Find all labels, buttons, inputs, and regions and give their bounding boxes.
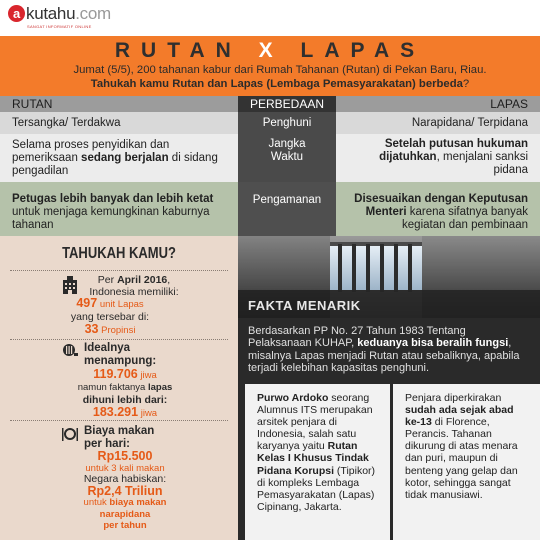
title-band — [0, 36, 540, 96]
cell-bars-icon — [62, 343, 78, 357]
stat1-num: 497 — [76, 296, 98, 310]
stat3-line7 — [55, 497, 195, 509]
row2-right-a: Setelah putusan hukuman dijatuhkan — [379, 138, 528, 163]
box-left-c: Rutan Kelas I Khusus Tindak Pidana Korupsi — [257, 440, 369, 477]
row3-right — [336, 182, 540, 236]
tahukah-title: TAHUKAH KAMU? — [62, 243, 176, 262]
box-right-c: di Florence, Perancis. Tahanan dikurung di atas menara dan puri, maupun di benteng yang gelap dan kotor, sehingga sangat tidak manusiawi. — [405, 416, 518, 501]
row2-left-b: sedang berjalan — [81, 152, 169, 164]
stat3-l7: untuk — [83, 497, 110, 508]
box-right-b: sudah ada sejak abad ke-13 — [405, 404, 514, 429]
stat2-num2-line — [55, 406, 195, 420]
stat1-line4: yang tersebar di: — [70, 311, 150, 323]
stat1-unit: unit Lapas — [97, 299, 144, 310]
stat1-line1 — [74, 274, 194, 286]
subtitle-line1: Jumat (5/5), 200 tahanan kabur dari Rumah Tahanan (Rutan) di Pekan Baru, Riau. — [73, 64, 487, 76]
subtitle-line2-wrap — [60, 78, 500, 92]
box-right-a: Penjara diperkirakan — [405, 392, 502, 404]
row1-left: Tersangka/ Terdakwa — [12, 117, 121, 129]
stat1-num2-line — [50, 323, 170, 337]
stat3-l1: Biaya makan — [84, 425, 155, 437]
stat2-l1: Idealnya — [84, 342, 131, 354]
row1-mid: Penghuni — [238, 112, 336, 134]
header-rutan: RUTAN — [12, 97, 53, 111]
stat3-values — [55, 451, 195, 532]
row1-right: Narapidana/ Terpidana — [411, 117, 528, 129]
logo-mark-icon: a — [8, 5, 25, 22]
row3-left-a: Petugas lebih banyak dan lebih ketat — [12, 193, 214, 205]
brand-tagline: SANGAT INFORMATIF ONLINE — [27, 24, 92, 29]
brand-logo[interactable] — [8, 4, 111, 24]
stat2-line5: dihuni lebih dari: — [82, 394, 168, 406]
stat2-num: 119.706 — [93, 367, 138, 381]
stat1-l1b: April 2016 — [117, 274, 168, 286]
stat1-num2: 33 — [84, 322, 99, 336]
tahukah-divider-2 — [10, 420, 228, 421]
table-row-pengamanan — [0, 182, 540, 236]
stat2-num2: 183.291 — [92, 405, 139, 419]
box-left-a: Purwo Ardoko — [257, 392, 329, 404]
stat2-unit2: jiwa — [138, 408, 158, 419]
box-left-d: (Tipikor) di kompleks Lembaga Pemasyarakatan (Lapas) Cipinang, Jakarta. — [257, 464, 376, 513]
subtitle-qmark: ? — [462, 77, 470, 90]
title-right: LAPAS — [300, 39, 426, 62]
stat3-l7b: biaya makan — [109, 497, 167, 508]
row3-right-a: Disesuaikan dengan Keputusan Menteri — [354, 193, 528, 218]
fakta-box-architect — [245, 384, 390, 540]
stat2-unit: jiwa — [137, 370, 157, 381]
row3-mid: Pengamanan — [238, 182, 336, 236]
row2-left — [0, 134, 238, 182]
stat3-line4: untuk 3 kali makan — [85, 462, 165, 474]
stat2-head — [84, 342, 164, 367]
stat1-num-line — [50, 297, 170, 311]
subtitle-line2: Tahukah kamu Rutan dan Lapas (Lembaga Pemasyarakatan) berbeda — [90, 77, 463, 90]
tahukah-divider-top — [10, 270, 228, 271]
fakta-box-history — [393, 384, 540, 540]
box-left-b: seorang Alumnus ITS merupakan arsitek penjara di Indonesia, salah satu karyanya yaitu — [257, 392, 373, 453]
logo-name: kutahu — [26, 4, 76, 23]
stat3-line5: Negara habiskan: — [83, 473, 167, 485]
logo-bar — [0, 0, 540, 36]
table-row-penghuni — [0, 112, 540, 134]
title-left: RUTAN — [114, 39, 242, 62]
fakta-title: FAKTA MENARIK — [248, 298, 361, 313]
stat2-values — [55, 368, 195, 420]
fakta-body — [248, 325, 530, 375]
stat3-l2: per hari: — [84, 437, 131, 450]
stat2-l4a: namun faktanya — [77, 382, 148, 393]
row2-right — [336, 134, 540, 182]
fakta-body-c: , misalnya Lapas menjadi Rutan atau sebaliknya, apabila terjadi kelebihan kapasitas penghuni. — [248, 337, 520, 375]
row3-left-b: untuk menjaga kemungkinan kaburnya tahanan — [12, 206, 210, 231]
page-title — [0, 39, 540, 63]
stat2-l4b: lapas — [147, 382, 173, 393]
row2-mid-b: Waktu — [270, 151, 304, 163]
stat3-num: Rp15.500 — [97, 449, 153, 463]
logo-domain: .com — [75, 4, 111, 23]
tahukah-panel — [0, 236, 238, 540]
stat2-l2: menampung: — [84, 354, 157, 367]
page-subtitle — [60, 64, 500, 91]
row2-mid-a: Jangka — [268, 138, 306, 150]
cutlery-icon — [62, 426, 78, 442]
stat2-num-line — [55, 368, 195, 382]
header-lapas: LAPAS — [490, 97, 528, 111]
stat1-l1c: , — [167, 274, 171, 286]
row2-mid — [238, 134, 336, 182]
row2-right-b: , menjalani sanksi pidana — [436, 151, 528, 176]
stat1-values — [50, 297, 170, 337]
table-row-jangka-waktu — [0, 134, 540, 182]
stat3-head — [84, 425, 184, 450]
tahukah-divider-1 — [10, 339, 228, 340]
row3-right-b: karena sifatnya banyak kegiatan dan pembinaan — [402, 206, 528, 231]
stat1-line2: Indonesia memiliki: — [89, 286, 179, 298]
stat3-line8: narapidana — [99, 508, 151, 520]
title-x: X — [258, 39, 284, 62]
table-header — [0, 96, 540, 112]
stat3-num2: Rp2,4 Triliun — [87, 483, 163, 498]
stat3-line9: per tahun — [103, 520, 147, 531]
row2-left-c: di sidang pengadilan — [12, 152, 218, 177]
stat1-l1a: Per — [97, 274, 118, 286]
fakta-body-a: Berdasarkan PP No. 27 Tahun 1983 Tentang Pelaksanaan KUHAP, — [248, 325, 466, 350]
stat1-block — [74, 274, 194, 298]
header-perbedaan: PERBEDAAN — [238, 96, 336, 112]
row2-left-a: Selama proses penyidikan dan pemeriksaan — [12, 139, 170, 164]
stat2-line4 — [55, 382, 195, 394]
row3-left — [0, 182, 238, 236]
fakta-body-b: keduanya bisa beralih fungsi — [357, 337, 509, 350]
stat1-unit2: Propinsi — [98, 325, 136, 336]
